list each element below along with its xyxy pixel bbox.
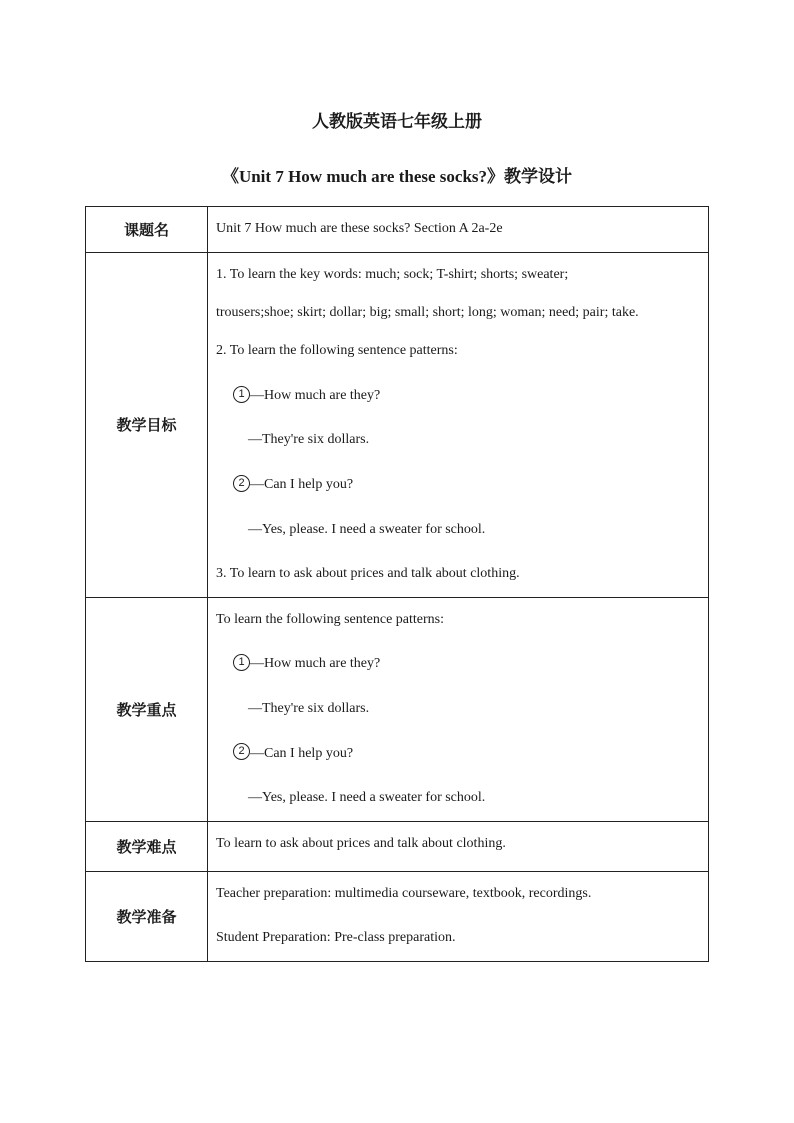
content-line — [216, 732, 708, 777]
content-line: 1. To learn the key words: much; sock; T-shirt; shorts; sweater; — [216, 266, 569, 282]
table-row-preparation — [86, 871, 709, 961]
content-line: 2. To learn the following sentence patterns: — [216, 343, 458, 359]
dialogue-line: —Can I help you? — [250, 476, 354, 492]
content-line: —They're six dollars. — [248, 432, 370, 448]
circled-number-marker: 2 — [233, 475, 250, 492]
lesson-plan-table — [85, 206, 709, 962]
table-row-objectives — [86, 252, 709, 597]
content-line: —Yes, please. I need a sweater for school. — [248, 521, 486, 537]
content-line: Unit 7 How much are these socks? Section A 2a-2e — [216, 221, 503, 236]
dialogue-line: —How much are they? — [250, 656, 381, 672]
content-line — [216, 463, 708, 508]
table-row-difficulties — [86, 821, 709, 871]
content-line: —They're six dollars. — [248, 700, 370, 716]
row-content-difficulties — [208, 821, 709, 871]
content-line: Teacher preparation: multimedia courseware, textbook, recordings. — [216, 885, 592, 901]
content-line: —Yes, please. I need a sweater for school. — [248, 790, 486, 806]
content-line — [216, 642, 708, 687]
circled-number-marker: 2 — [233, 743, 250, 760]
document-title: 人教版英语七年级上册 — [312, 112, 482, 131]
content-line: trousers;shoe; skirt; dollar; big; small; short; long; woman; need; pair; take. — [216, 305, 639, 321]
table-row-key-points — [86, 597, 709, 821]
table-row-topic — [86, 207, 709, 253]
dialogue-line: —Can I help you? — [250, 745, 354, 761]
content-line — [216, 374, 708, 419]
row-label-objectives: 教学目标 — [86, 252, 208, 597]
row-label-difficulties: 教学难点 — [86, 821, 208, 871]
row-label-key-points: 教学重点 — [86, 597, 208, 821]
document-subtitle: 《Unit 7 How much are these socks?》教学设计 — [221, 167, 573, 186]
dialogue-line: —How much are they? — [250, 387, 381, 403]
content-line: To learn to ask about prices and talk about clothing. — [216, 835, 506, 851]
circled-number-marker: 1 — [233, 386, 250, 403]
row-label-topic: 课题名 — [86, 207, 208, 253]
row-content-key-points — [208, 597, 709, 821]
content-line: 3. To learn to ask about prices and talk about clothing. — [216, 566, 520, 582]
row-content-preparation — [208, 871, 709, 961]
row-content-objectives — [208, 252, 709, 597]
row-label-preparation: 教学准备 — [86, 871, 208, 961]
circled-number-marker: 1 — [233, 654, 250, 671]
content-line: To learn the following sentence patterns: — [216, 611, 444, 627]
content-line: Student Preparation: Pre-class preparation. — [216, 930, 456, 946]
row-content-topic — [208, 207, 709, 253]
